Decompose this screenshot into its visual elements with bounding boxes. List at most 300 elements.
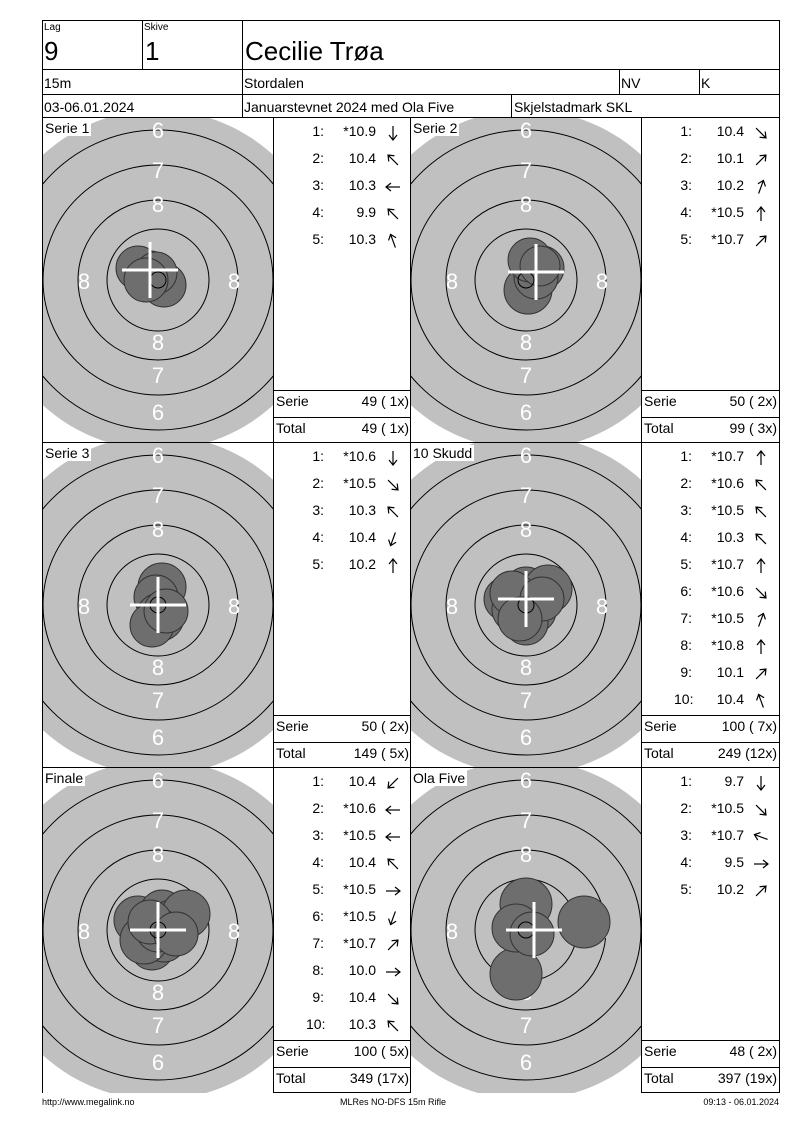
target-3 xyxy=(43,443,273,768)
shot-score: 10.4 xyxy=(348,854,376,870)
ring-label: 6 xyxy=(151,443,165,468)
event-name: Januarstevnet 2024 med Ola Five xyxy=(244,99,455,115)
header-vdiv-k xyxy=(699,69,700,94)
direction-arrow-icon xyxy=(384,936,402,954)
header-vdiv-name xyxy=(242,20,243,118)
panel-vdivider xyxy=(641,768,642,1093)
header-vdiv-venue xyxy=(511,94,512,118)
shot-row xyxy=(642,637,782,664)
shot-row xyxy=(274,773,414,800)
shot-row xyxy=(642,448,782,475)
shot-row xyxy=(274,962,414,989)
shot-number: 7: xyxy=(312,935,324,951)
serie-label: Serie xyxy=(644,1043,677,1059)
shot-score: 10.4 xyxy=(716,691,744,707)
shot-hole xyxy=(558,896,610,948)
shot-row xyxy=(274,177,414,204)
shot-hole xyxy=(144,589,188,633)
ring-label: 6 xyxy=(151,1050,165,1075)
shot-number: 9: xyxy=(680,664,692,680)
serie-summary xyxy=(274,718,411,740)
shot-number: 4: xyxy=(680,529,692,545)
shot-score: 10.0 xyxy=(348,962,376,978)
shot-list-2 xyxy=(642,118,779,443)
shot-row xyxy=(642,827,782,854)
direction-arrow-icon xyxy=(384,503,402,521)
shot-number: 1: xyxy=(680,448,692,464)
summary-divider xyxy=(642,715,779,716)
ring-label: 8 xyxy=(519,192,533,217)
shot-row xyxy=(642,664,782,691)
shot-row xyxy=(274,123,414,150)
direction-arrow-icon xyxy=(384,828,402,846)
target-4 xyxy=(411,443,641,768)
shot-number: 1: xyxy=(680,123,692,139)
target-face xyxy=(43,118,273,443)
header-vdiv-nv xyxy=(619,69,620,94)
shot-row xyxy=(274,475,414,502)
shot-score: *10.9 xyxy=(343,123,376,139)
summary-divider xyxy=(642,1040,779,1041)
summary-divider xyxy=(274,742,411,743)
ring-label: 6 xyxy=(519,400,533,425)
shot-score: *10.6 xyxy=(343,800,376,816)
lag-label: Lag xyxy=(44,22,61,33)
shot-row xyxy=(274,989,414,1016)
shot-score: *10.7 xyxy=(711,448,744,464)
serie-summary xyxy=(274,1043,411,1065)
shot-score: 10.4 xyxy=(716,123,744,139)
shot-number: 4: xyxy=(312,204,324,220)
ring-label: 7 xyxy=(151,688,165,713)
ring-label: 8 xyxy=(595,594,609,619)
direction-arrow-icon xyxy=(384,557,402,575)
ring-label: 7 xyxy=(519,808,533,833)
summary-divider xyxy=(642,742,779,743)
shot-number: 4: xyxy=(312,529,324,545)
ring-label: 8 xyxy=(151,330,165,355)
serie-label: Serie xyxy=(276,1043,309,1059)
serie-value: 48 ( 2x) xyxy=(729,1043,777,1059)
total-summary xyxy=(642,420,779,442)
direction-arrow-icon xyxy=(752,557,770,575)
shot-row xyxy=(642,529,782,556)
total-value: 349 (17x) xyxy=(349,1070,409,1086)
shot-score: 10.3 xyxy=(348,502,376,518)
header-vdiv-lag xyxy=(142,20,143,69)
serie-value: 100 ( 7x) xyxy=(721,718,777,734)
total-summary xyxy=(274,1070,411,1092)
shot-score: 10.4 xyxy=(348,150,376,166)
shot-score: 9.5 xyxy=(724,854,744,870)
summary-divider xyxy=(274,715,411,716)
shot-row xyxy=(274,556,414,583)
ring-label: 7 xyxy=(151,363,165,388)
ring-label: 8 xyxy=(227,919,241,944)
ring-label: 8 xyxy=(77,269,91,294)
direction-arrow-icon xyxy=(384,124,402,142)
target-face xyxy=(43,768,273,1093)
serie-value: 100 ( 5x) xyxy=(353,1043,409,1059)
ring-label: 8 xyxy=(151,655,165,680)
shot-score: 10.2 xyxy=(348,556,376,572)
ring-label: 8 xyxy=(445,919,459,944)
summary-divider xyxy=(642,390,779,391)
ring-label: 8 xyxy=(519,842,533,867)
shot-row xyxy=(274,150,414,177)
direction-arrow-icon xyxy=(752,503,770,521)
target-1 xyxy=(43,118,273,443)
ring-label: 8 xyxy=(227,594,241,619)
ring-label: 7 xyxy=(519,363,533,388)
shot-number: 2: xyxy=(312,475,324,491)
shot-number: 3: xyxy=(312,502,324,518)
shot-row xyxy=(642,204,782,231)
shot-score: 10.2 xyxy=(716,177,744,193)
direction-arrow-icon xyxy=(384,1017,402,1035)
lag-value: 9 xyxy=(44,36,59,66)
target-face xyxy=(43,443,273,768)
shot-number: 6: xyxy=(680,583,692,599)
footer-software: MLRes NO-DFS 15m Rifle xyxy=(340,1097,447,1107)
serie-label: Serie xyxy=(644,393,677,409)
total-label: Total xyxy=(644,745,674,761)
shot-number: 1: xyxy=(680,773,692,789)
class-nv: NV xyxy=(621,75,641,91)
shot-number: 2: xyxy=(680,475,692,491)
shot-number: 9: xyxy=(312,989,324,1005)
class-k: K xyxy=(701,75,711,91)
ring-label: 8 xyxy=(519,655,533,680)
shot-row xyxy=(642,150,782,177)
shot-row xyxy=(642,475,782,502)
ring-label: 6 xyxy=(519,1050,533,1075)
ring-label: 6 xyxy=(519,443,533,468)
shot-score: 10.4 xyxy=(348,529,376,545)
total-summary xyxy=(642,745,779,767)
shot-number: 5: xyxy=(312,881,324,897)
shot-score: *10.6 xyxy=(711,475,744,491)
ring-label: 8 xyxy=(519,517,533,542)
shot-number: 5: xyxy=(312,231,324,247)
direction-arrow-icon xyxy=(752,476,770,494)
summary-divider xyxy=(274,417,411,418)
total-value: 397 (19x) xyxy=(717,1070,777,1086)
panel-title: Serie 1 xyxy=(45,120,90,136)
direction-arrow-icon xyxy=(384,178,402,196)
ring-label: 8 xyxy=(77,919,91,944)
footer-timestamp: 09:13 - 06.01.2024 xyxy=(703,1097,779,1107)
ring-label: 8 xyxy=(151,980,165,1005)
panel-vdivider xyxy=(273,443,274,768)
direction-arrow-icon xyxy=(384,232,402,250)
shot-row xyxy=(274,800,414,827)
shot-score: *10.5 xyxy=(711,204,744,220)
direction-arrow-icon xyxy=(384,990,402,1008)
serie-value: 50 ( 2x) xyxy=(361,718,409,734)
target-6 xyxy=(411,768,641,1093)
serie-label: Serie xyxy=(276,393,309,409)
shot-number: 3: xyxy=(312,827,324,843)
direction-arrow-icon xyxy=(752,124,770,142)
shot-row xyxy=(642,881,782,908)
ring-label: 8 xyxy=(77,594,91,619)
direction-arrow-icon xyxy=(752,692,770,710)
shot-row xyxy=(274,529,414,556)
shot-score: 10.3 xyxy=(348,177,376,193)
shot-row xyxy=(274,827,414,854)
shot-number: 5: xyxy=(312,556,324,572)
serie-value: 50 ( 2x) xyxy=(729,393,777,409)
shot-row xyxy=(642,610,782,637)
shot-number: 3: xyxy=(680,827,692,843)
panel-title: Serie 3 xyxy=(45,445,90,461)
direction-arrow-icon xyxy=(752,665,770,683)
shot-row xyxy=(642,231,782,258)
summary-divider xyxy=(274,1067,411,1068)
shot-score: 10.3 xyxy=(348,231,376,247)
ring-label: 6 xyxy=(519,725,533,750)
shot-row xyxy=(274,448,414,475)
summary-divider xyxy=(642,417,779,418)
shot-score: *10.5 xyxy=(711,610,744,626)
ring-label: 8 xyxy=(445,594,459,619)
total-label: Total xyxy=(276,1070,306,1086)
serie-value: 49 ( 1x) xyxy=(361,393,409,409)
ring-label: 7 xyxy=(519,158,533,183)
target-face xyxy=(411,118,641,443)
direction-arrow-icon xyxy=(384,801,402,819)
direction-arrow-icon xyxy=(384,855,402,873)
shooter-name: Cecilie Trøa xyxy=(245,36,384,66)
direction-arrow-icon xyxy=(752,205,770,223)
panel-title: Finale xyxy=(45,770,84,786)
shot-score: 9.7 xyxy=(724,773,744,789)
direction-arrow-icon xyxy=(752,151,770,169)
shot-score: *10.5 xyxy=(343,475,376,491)
shot-number: 7: xyxy=(680,610,692,626)
total-label: Total xyxy=(644,1070,674,1086)
direction-arrow-icon xyxy=(752,530,770,548)
shot-number: 5: xyxy=(680,231,692,247)
shot-row xyxy=(642,691,782,718)
shot-list-4 xyxy=(642,443,779,768)
total-summary xyxy=(274,745,411,767)
shot-list-3 xyxy=(274,443,411,768)
shot-number: 10: xyxy=(306,1016,326,1032)
ring-label: 7 xyxy=(151,1013,165,1038)
ring-label: 8 xyxy=(519,330,533,355)
panel-title: Ola Five xyxy=(413,770,466,786)
shot-score: *10.6 xyxy=(711,583,744,599)
direction-arrow-icon xyxy=(384,476,402,494)
summary-divider xyxy=(274,390,411,391)
shot-number: 2: xyxy=(312,800,324,816)
distance: 15m xyxy=(44,75,72,91)
total-value: 99 ( 3x) xyxy=(729,420,777,436)
direction-arrow-icon xyxy=(384,205,402,223)
shot-list-6 xyxy=(642,768,779,1093)
shot-hole xyxy=(520,246,560,286)
summary-divider xyxy=(274,1040,411,1041)
skive-label: Skive xyxy=(144,22,169,33)
footer-url: http://www.megalink.no xyxy=(42,1097,135,1107)
shot-score: *10.5 xyxy=(343,908,376,924)
direction-arrow-icon xyxy=(384,449,402,467)
shot-number: 8: xyxy=(680,637,692,653)
shot-number: 2: xyxy=(312,150,324,166)
shot-row xyxy=(274,935,414,962)
shot-hole xyxy=(154,912,198,956)
target-face xyxy=(411,768,641,1093)
direction-arrow-icon xyxy=(752,584,770,602)
shot-score: *10.6 xyxy=(343,448,376,464)
shot-score: *10.7 xyxy=(711,827,744,843)
ring-label: 8 xyxy=(227,269,241,294)
total-label: Total xyxy=(644,420,674,436)
shot-score: *10.7 xyxy=(711,231,744,247)
serie-label: Serie xyxy=(276,718,309,734)
shot-score: 10.4 xyxy=(348,773,376,789)
direction-arrow-icon xyxy=(384,909,402,927)
ring-label: 7 xyxy=(151,158,165,183)
summary-divider xyxy=(642,1067,779,1068)
shot-number: 1: xyxy=(312,448,324,464)
ring-label: 7 xyxy=(151,808,165,833)
shot-row xyxy=(274,881,414,908)
shot-number: 10: xyxy=(674,691,694,707)
shot-row xyxy=(642,854,782,881)
serie-label: Serie xyxy=(644,718,677,734)
shot-hole xyxy=(510,912,554,956)
total-value: 149 ( 5x) xyxy=(353,745,409,761)
shot-list-5 xyxy=(274,768,411,1093)
ring-label: 8 xyxy=(151,517,165,542)
direction-arrow-icon xyxy=(384,530,402,548)
shot-row xyxy=(642,502,782,529)
panel-vdivider xyxy=(641,443,642,768)
direction-arrow-icon xyxy=(752,638,770,656)
event-venue: Skjelstadmark SKL xyxy=(514,99,633,115)
shot-number: 3: xyxy=(312,177,324,193)
target-face xyxy=(411,443,641,768)
ring-label: 6 xyxy=(151,118,165,143)
ring-label: 7 xyxy=(519,688,533,713)
shot-row xyxy=(642,583,782,610)
shot-score: 9.9 xyxy=(356,204,376,220)
row-divider xyxy=(42,767,780,768)
shot-row xyxy=(274,1016,414,1043)
shot-number: 4: xyxy=(312,854,324,870)
direction-arrow-icon xyxy=(752,232,770,250)
shot-row xyxy=(274,502,414,529)
direction-arrow-icon xyxy=(752,611,770,629)
ring-label: 7 xyxy=(519,1013,533,1038)
shot-number: 5: xyxy=(680,556,692,572)
shot-number: 6: xyxy=(312,908,324,924)
header-row-divider-2 xyxy=(42,94,780,95)
direction-arrow-icon xyxy=(384,151,402,169)
direction-arrow-icon xyxy=(752,774,770,792)
direction-arrow-icon xyxy=(384,882,402,900)
shot-score: 10.1 xyxy=(716,664,744,680)
total-label: Total xyxy=(276,745,306,761)
shot-number: 4: xyxy=(680,204,692,220)
shot-row xyxy=(642,123,782,150)
shot-number: 1: xyxy=(312,773,324,789)
shot-number: 3: xyxy=(680,177,692,193)
direction-arrow-icon xyxy=(752,801,770,819)
direction-arrow-icon xyxy=(752,449,770,467)
shot-row xyxy=(274,854,414,881)
shot-number: 5: xyxy=(680,881,692,897)
row-divider xyxy=(42,442,780,443)
shot-score: 10.3 xyxy=(348,1016,376,1032)
ring-label: 6 xyxy=(151,768,165,793)
total-label: Total xyxy=(276,420,306,436)
shot-number: 4: xyxy=(680,854,692,870)
direction-arrow-icon xyxy=(752,828,770,846)
panel-vdivider xyxy=(641,118,642,443)
column-divider xyxy=(410,117,411,1093)
ring-label: 8 xyxy=(595,269,609,294)
total-value: 249 (12x) xyxy=(717,745,777,761)
shot-hole xyxy=(124,258,168,302)
club: Stordalen xyxy=(244,75,304,91)
panel-vdivider xyxy=(273,768,274,1093)
serie-summary xyxy=(274,393,411,415)
direction-arrow-icon xyxy=(384,963,402,981)
header-row-divider-1 xyxy=(42,69,780,70)
shot-number: 2: xyxy=(680,800,692,816)
shot-list-1 xyxy=(274,118,411,443)
serie-summary xyxy=(642,718,779,740)
ring-label: 6 xyxy=(519,118,533,143)
shot-score: *10.5 xyxy=(711,502,744,518)
shot-row xyxy=(274,908,414,935)
skive-value: 1 xyxy=(145,36,160,66)
shot-number: 2: xyxy=(680,150,692,166)
direction-arrow-icon xyxy=(752,882,770,900)
shot-score: 10.2 xyxy=(716,881,744,897)
shot-score: *10.7 xyxy=(343,935,376,951)
panel-vdivider xyxy=(273,118,274,443)
total-summary xyxy=(642,1070,779,1092)
shot-score: 10.4 xyxy=(348,989,376,1005)
ring-label: 8 xyxy=(151,842,165,867)
direction-arrow-icon xyxy=(752,855,770,873)
shot-score: 10.1 xyxy=(716,150,744,166)
panel-title: Serie 2 xyxy=(413,120,458,136)
ring-label: 8 xyxy=(445,269,459,294)
serie-summary xyxy=(642,1043,779,1065)
ring-label: 6 xyxy=(519,768,533,793)
serie-summary xyxy=(642,393,779,415)
shot-hole xyxy=(498,597,542,641)
panel-title: 10 Skudd xyxy=(413,445,473,461)
ring-label: 7 xyxy=(519,483,533,508)
shot-number: 3: xyxy=(680,502,692,518)
ring-label: 7 xyxy=(151,483,165,508)
shot-score: *10.5 xyxy=(343,881,376,897)
shot-row xyxy=(642,800,782,827)
shot-number: 1: xyxy=(312,123,324,139)
event-date: 03-06.01.2024 xyxy=(44,99,135,115)
ring-label: 6 xyxy=(151,725,165,750)
shot-score: *10.5 xyxy=(343,827,376,843)
target-5 xyxy=(43,768,273,1093)
shot-score: 10.3 xyxy=(716,529,744,545)
